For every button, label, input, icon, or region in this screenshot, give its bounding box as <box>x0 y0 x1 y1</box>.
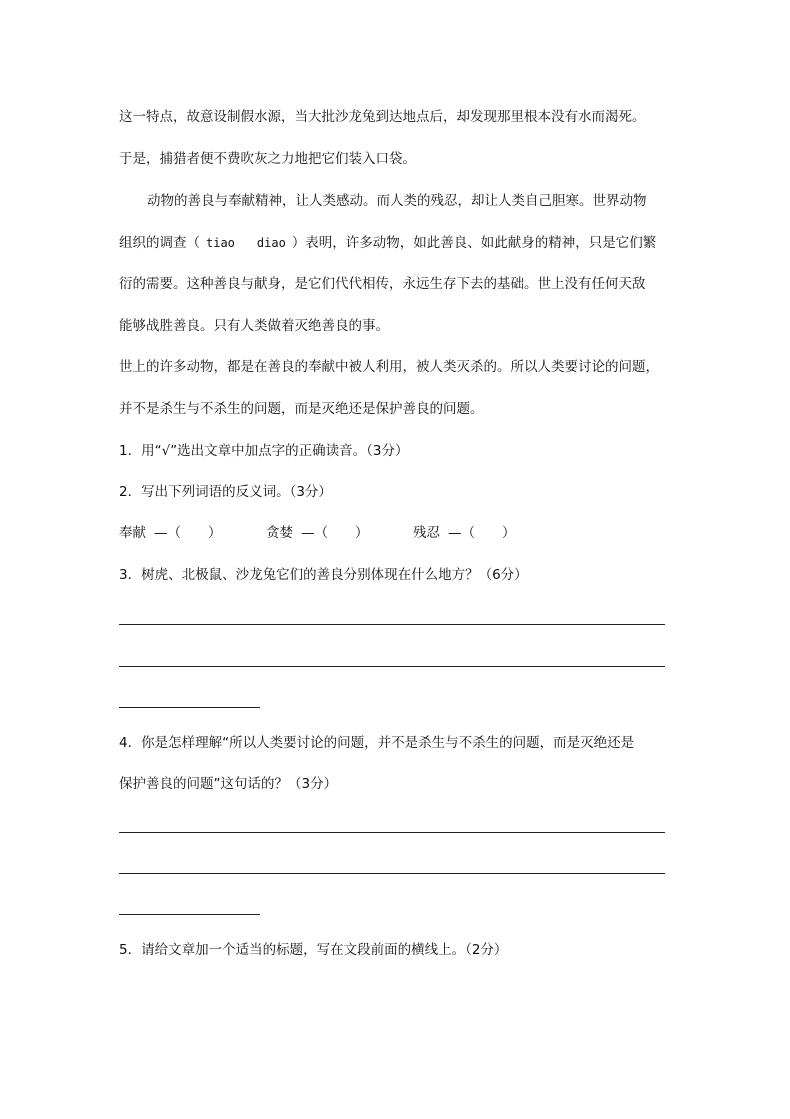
passage-line-2: 于是，捕猎者便不费吹灰之力地把它们装入口袋。 <box>119 151 416 167</box>
passage-line-7: 世上的许多动物，都是在善良的奉献中被人利用，被人类灭杀的。所以人类要讨论的问题， <box>119 359 659 375</box>
question-3: 3．树虎、北极鼠、沙龙兔它们的善良分别体现在什么地方？（6分） <box>119 567 528 583</box>
answer-line-q3-2[interactable] <box>119 666 665 667</box>
answer-line-q4-1[interactable] <box>119 832 665 833</box>
passage-line-1: 这一特点，故意设制假水源，当大批沙龙兔到达地点后，却发现那里根本没有水而渴死。 <box>119 109 646 125</box>
antonym-word: 残忍 <box>413 525 440 541</box>
antonym-blank[interactable]: —（ ） <box>301 525 369 541</box>
pinyin-option-tiao: tiao <box>206 236 235 250</box>
question-4-line-2: 保护善良的问题”这句话的？（3分） <box>119 776 338 792</box>
passage-line-3: 动物的善良与奉献精神，让人类感动。而人类的残忍，却让人类自己胆寒。世界动物 <box>147 193 647 209</box>
antonym-item-2 <box>266 524 369 542</box>
antonym-blank[interactable]: —（ ） <box>448 525 516 541</box>
pinyin-option-diao: diao <box>256 236 286 250</box>
passage-line-4-start: 组织的调查（ <box>119 235 200 251</box>
antonym-word: 奉献 <box>119 525 146 541</box>
question-1: 1．用“√”选出文章中加点字的正确读音。（3分） <box>119 443 409 459</box>
passage-line-4-end: ）表明，许多动物，如此善良、如此献身的精神，只是它们繁 <box>291 235 657 251</box>
answer-line-q3-3[interactable] <box>119 707 260 708</box>
answer-line-q3-1[interactable] <box>119 624 665 625</box>
antonym-word: 贪婪 <box>266 525 293 541</box>
passage-line-6: 能够战胜善良。只有人类做着灭绝善良的事。 <box>119 318 389 334</box>
antonym-blank[interactable]: —（ ） <box>154 525 222 541</box>
answer-line-q4-3[interactable] <box>119 914 260 915</box>
antonym-item-3 <box>413 524 516 542</box>
antonym-item-1 <box>119 524 222 542</box>
answer-line-q4-2[interactable] <box>119 873 665 874</box>
passage-line-4 <box>119 234 656 252</box>
question-2: 2．写出下列词语的反义词。（3分） <box>119 484 332 500</box>
question-5: 5．请给文章加一个适当的标题，写在文段前面的横线上。（2分） <box>119 942 508 958</box>
passage-line-8: 并不是杀生与不杀生的问题，而是灭绝还是保护善良的问题。 <box>119 401 484 417</box>
question-4-line-1: 4．你是怎样理解“所以人类要讨论的问题，并不是杀生与不杀生的问题，而是灭绝还是 <box>119 735 635 751</box>
passage-line-5: 衍的需要。这种善良与献身，是它们代代相传，永远生存下去的基础。世上没有任何天敌 <box>119 276 646 292</box>
